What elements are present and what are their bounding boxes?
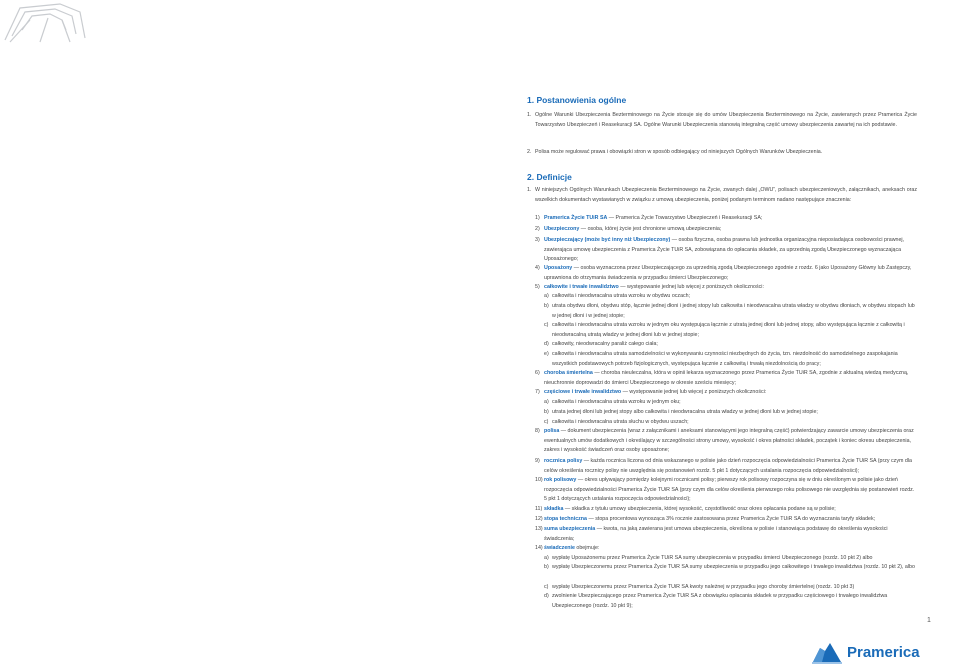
definition-number: 11) [535, 506, 543, 512]
definition-term: Ubezpieczony [544, 226, 580, 232]
definition-term: całkowite i trwałe inwalidztwo [544, 284, 619, 290]
subitem-letter: b) [544, 409, 549, 415]
subitem-letter: d) [544, 593, 549, 599]
subitem-text: całkowita i nieodwracalna utrata słuchu w obydwu uszach; [552, 419, 689, 425]
subitem-letter: e) [544, 351, 549, 357]
subitem-text: całkowita i nieodwracalna utrata samodzielności w wykonywaniu czynności niezbędnych do życia, tzn. niezdolność do samodzielnego zaspokajania wszystkich podstawowych potrzeb fizjologicznych, występująca łącznie z całkowitą i trwałą niezdolnością do pracy; [552, 351, 898, 367]
definition-number: 13) [535, 526, 543, 532]
definition-item [535, 476, 915, 505]
subitem-text: wypłatę Uposażonemu przez Pramerica Życie TUiR SA sumy ubezpieczenia w przypadku śmierci Ubezpieczonego (rozdz. 10 pkt 2) albo [552, 555, 873, 561]
subitem-text: utrata obydwu dłoni, obydwu stóp, łącznie jednej dłoni i jednej stopy lub całkowita i nieodwracalna utrata władzy w obydwu dłoniach, w obydwu stopach lub w jednej dłoni i w jednej stopie; [552, 303, 915, 319]
definition-item [535, 427, 915, 456]
general-provision-2 [527, 148, 917, 158]
definition-body [535, 225, 915, 235]
definition-text: — kwota, na jaką zawierana jest umowa ubezpieczenia, określona w polisie i stanowiąca podstawę do określenia wysokości świadczenia; [544, 526, 888, 542]
subitem-text: całkowity, nieodwracalny paraliż całego ciała; [552, 341, 658, 347]
subitem-letter: d) [544, 341, 549, 347]
definition-number: 12) [535, 516, 543, 522]
definition-term: Uposażony [544, 265, 573, 271]
brand-name: Pramerica [847, 643, 920, 661]
definition-number: 10) [535, 477, 543, 483]
subitem-letter: a) [544, 555, 549, 561]
subitem-letter: a) [544, 293, 549, 299]
definition-term: stopa techniczna [544, 516, 587, 522]
definition-body [535, 427, 915, 456]
definition-item [535, 225, 915, 235]
definition-term: Pramerica Życie TUiR SA [544, 215, 608, 221]
definition-text: — choroba nieuleczalna, która w opinii lekarza wyznaczonego przez Pramerica Życie TUiR SA, zgodnie z aktualną wiedzą medyczną, nieuchronnie doprowadzi do śmierci Ubezpieczonego w okresie sześciu miesięcy; [544, 370, 909, 386]
subitem-letter: b) [544, 564, 549, 570]
definition-term: rocznica polisy [544, 458, 583, 464]
definition-item [535, 236, 915, 265]
general-provision-1 [527, 111, 917, 130]
definitions-intro [527, 186, 917, 205]
definition-body [535, 476, 915, 505]
subitem-letter: c) [544, 584, 549, 590]
subitem-letter: c) [544, 322, 549, 328]
subitem-letter: a) [544, 399, 549, 405]
definition-term: polisa [544, 428, 560, 434]
subitem-text: całkowita i nieodwracalna utrata wzroku w obydwu oczach; [552, 293, 691, 299]
definition-term: świadczenie [544, 545, 575, 551]
definition-subitem [544, 563, 915, 573]
subitem-text: wypłatę Ubezpieczonemu przez Pramerica Życie TUiR SA kwoty należnej w przypadku jego choroby śmiertelnej (rozdz. 10 pkt 3) [552, 584, 855, 590]
definition-subitem [544, 292, 915, 302]
definition-item [535, 264, 915, 283]
definition-subitem [544, 398, 915, 408]
rock-of-gibraltar-logo-icon [812, 640, 842, 664]
subitem-letter: c) [544, 419, 549, 425]
definition-subitem [544, 321, 915, 340]
definition-subitem [544, 350, 915, 369]
definition-text: — dokument ubezpieczenia (wraz z załącznikami i aneksami stanowiącymi jego integralną część) potwierdzający zawarcie umowy ubezpieczenia oraz ewentualnych umów dodatkowych i określający w szczególności strony umowy, wysokość i okres płatności składek, początek i koniec okresu ubezpieczenia, zakres i wysokość świadczeń oraz osoby uposażone; [544, 428, 914, 454]
definition-number: 6) [535, 370, 540, 376]
section-1-heading: 1. Postanowienia ogólne [527, 95, 627, 105]
definition-term: Ubezpieczający (może być inny niż Ubezpieczony) [544, 237, 671, 243]
subitem-text: całkowita i nieodwracalna utrata wzroku w jednym oku występująca łącznie z utratą jednej dłoni lub jednej stopy, albo występująca łącznie z całkowitą i nieodwracalną utratą władzy w jednej dłoni lub w jednej stopie; [552, 322, 905, 338]
definition-text: — każda rocznica liczona od dnia wskazanego w polisie jako dzień rozpoczęcia odpowiedzialności Pramerica Życie TUiR SA (przy czym dla celów określenia rocznicy polisy nie uwzględnia się postanowień rozdz. 5 pkt 1 dotyczących ustalania rozpoczęcia odpowiedzialności); [544, 458, 912, 474]
definition-item [535, 457, 915, 476]
definition-item [535, 515, 915, 525]
definition-body [535, 544, 915, 554]
paragraph-text: Polisa może regulować prawa i obowiązki stron w sposób odbiegający od niniejszych Ogólnych Warunków Ubezpieczenia. [535, 149, 823, 155]
definition-text: — występowanie jednej lub więcej z poniższych okoliczności: [621, 389, 767, 395]
paragraph-text: W niniejszych Ogólnych Warunkach Ubezpieczenia Bezterminowego na Życie, zwanych dalej „OWU”, polisach ubezpieczeniowych, załącznikach, aneksach oraz wszelkich dokumentach wystawianych w związku z umową ubezpieczenia, poniżej podanym terminom nadano następujące znaczenia: [535, 187, 917, 203]
definition-number: 14) [535, 545, 543, 551]
definition-number: 9) [535, 458, 540, 464]
paragraph-number: 2. [527, 149, 532, 155]
definition-subitem [544, 592, 915, 611]
definition-text: — osoba wyznaczona przez Ubezpieczającego za uprzednią zgodą Ubezpieczonego zgodnie z rozdz. 6 jako Uposażony Główny lub Zastępczy, uprawniona do otrzymania świadczenia w przypadku śmierci Ubezpieczonego; [544, 265, 912, 281]
definition-subitem [544, 302, 915, 321]
definition-body [535, 388, 915, 398]
definition-body [535, 505, 915, 515]
definition-body [535, 214, 915, 224]
definition-text: — okres upływający pomiędzy kolejnymi rocznicami polisy; pierwszy rok polisowy rozpoczyna się w dniu określonym w polisie jako dzień rozpoczęcia odpowiedzialności Pramerica Życie TUiR SA (przy czym dla celów określenia pierwszego roku polisowego nie uwzględnia się postanowień rozdz. 5 pkt 1 dotyczących ustalania rozpoczęcia odpowiedzialności); [544, 477, 915, 503]
subitem-letter: b) [544, 303, 549, 309]
definition-text: — występowanie jednej lub więcej z poniższych okoliczności: [618, 284, 764, 290]
definition-term: suma ubezpieczenia [544, 526, 596, 532]
definition-number: 7) [535, 389, 540, 395]
subitem-text: zwolnienie Ubezpieczającego przez Pramerica Życie TUiR SA z obowiązku opłacania składek w przypadku częściowego i trwałego inwalidztwa Ubezpieczonego (rozdz. 10 pkt 9); [552, 593, 888, 609]
definition-item [535, 369, 915, 388]
definition-text: — osoba fizyczna, osoba prawna lub jednostka organizacyjna nieposiadająca osobowości prawnej, zawierająca umowę ubezpieczenia z Pramerica Życie TUiR SA, zobowiązana do opłacania składek, za uprzednią zgodą Ubezpieczonego wyznaczająca Uposażonego; [544, 237, 905, 263]
definition-body [535, 236, 915, 265]
subitem-text: całkowita i nieodwracalna utrata wzroku w jednym oku; [552, 399, 681, 405]
definition-text: — składka z tytułu umowy ubezpieczenia, której wysokość, częstotliwość oraz okres opłacania podane są w polisie; [563, 506, 836, 512]
section-2-heading: 2. Definicje [527, 172, 572, 182]
paragraph-text: Ogólne Warunki Ubezpieczenia Bezterminowego na Życie stosuje się do umów Ubezpieczenia Bezterminowego na Życie, zawieranych przez Pramerica Życie Towarzystwo Ubezpieczeń i Reasekuracji SA. Ogólne Warunki Ubezpieczenia stanowią integralną część umowy ubezpieczenia zawartej na ich podstawie. [535, 112, 917, 128]
definition-subitem [544, 340, 915, 350]
definition-term: częściowe i trwałe inwalidztwo [544, 389, 622, 395]
definition-term: rok polisowy [544, 477, 577, 483]
definition-text: — stopa procentowa wynosząca 3% rocznie zastosowana przez Pramerica Życie TUiR SA do wyznaczania taryfy składek; [586, 516, 876, 522]
definition-term: składka [544, 506, 564, 512]
definition-number: 2) [535, 226, 540, 232]
paragraph-number: 1. [527, 187, 532, 193]
definition-item [535, 525, 915, 544]
subitem-text: wypłatę Ubezpieczonemu przez Pramerica Życie TUiR SA sumy ubezpieczenia w przypadku jego całkowitego i trwałego inwalidztwa (rozdz. 10 pkt 2), albo [552, 564, 915, 570]
definition-number: 5) [535, 284, 540, 290]
definition-text: obejmuje: [574, 545, 600, 551]
page-number: 1 [927, 617, 931, 624]
definition-body [535, 457, 915, 476]
definition-item [535, 388, 915, 398]
definition-number: 1) [535, 215, 540, 221]
definition-body [535, 264, 915, 283]
definition-number: 4) [535, 265, 540, 271]
definition-number: 3) [535, 237, 540, 243]
definition-item [535, 214, 915, 224]
definition-subitem [544, 408, 915, 418]
definition-text: — osoba, której życie jest chronione umową ubezpieczenia; [579, 226, 722, 232]
definition-item [535, 544, 915, 554]
definition-body [535, 515, 915, 525]
subitem-text: utrata jednej dłoni lub jednej stopy albo całkowita i nieodwracalna utrata władzy w jednej dłoni lub w jednej stopie; [552, 409, 818, 415]
paragraph-number: 1. [527, 112, 532, 118]
definition-item [535, 505, 915, 515]
brand-logo [812, 640, 952, 664]
definition-body [535, 525, 915, 544]
definition-text: — Pramerica Życie Towarzystwo Ubezpieczeń i Reasekuracji SA; [607, 215, 763, 221]
definition-number: 8) [535, 428, 540, 434]
definition-body [535, 369, 915, 388]
definition-term: choroba śmiertelna [544, 370, 593, 376]
